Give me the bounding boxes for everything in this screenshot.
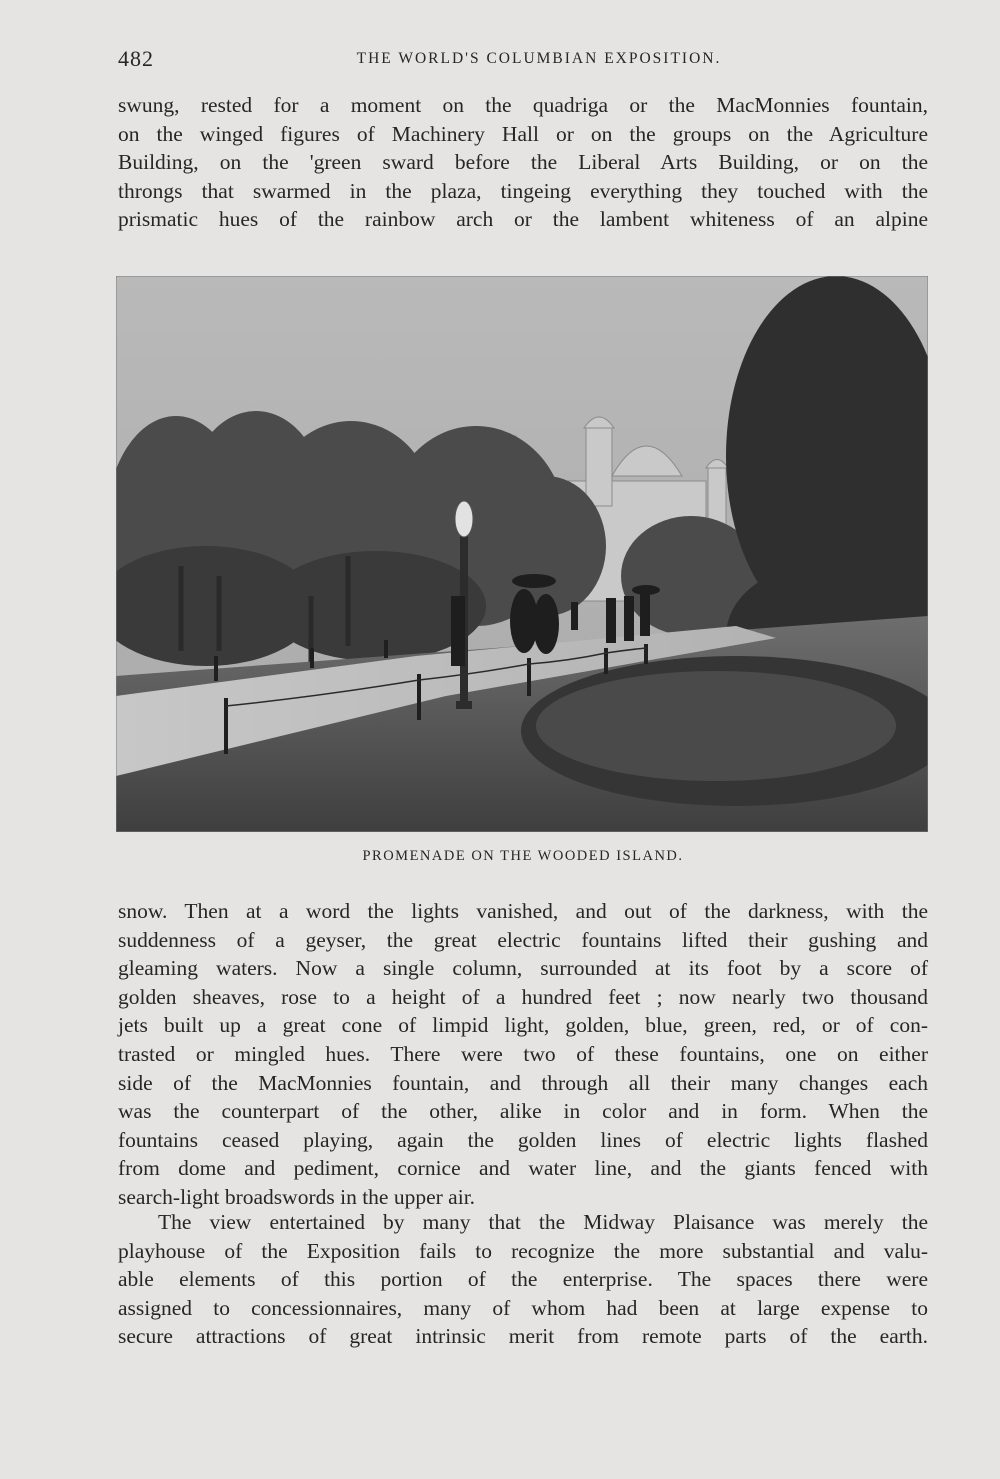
paragraph-top (118, 91, 928, 234)
text-line: swung, rested for a moment on the quadriga or the MacMonnies fountain, (118, 93, 928, 117)
text-line: trasted or mingled hues. There were two of these fountains, one on either (118, 1041, 928, 1066)
paragraph-continued (118, 897, 928, 1212)
paragraph-next (118, 1208, 928, 1351)
text-line: playhouse of the Exposition fails to recognize the more substantial and valu- (118, 1238, 928, 1263)
text-line: golden sheaves, rose to a height of a hundred feet ; now nearly two thousand (118, 984, 928, 1009)
text-line: jets built up a great cone of limpid light, golden, blue, green, red, or of con- (118, 1013, 928, 1038)
text-line: throngs that swarmed in the plaza, tingeing everything they touched with the (118, 178, 928, 203)
text-line: prismatic hues of the rainbow arch or the lambent whiteness of an alpine (118, 207, 928, 232)
text-line: The view entertained by many that the Midway Plaisance was merely the (158, 1210, 928, 1234)
running-head: THE WORLD'S COLUMBIAN EXPOSITION. (356, 50, 722, 67)
text-line: search-light broadswords in the upper air. (118, 1184, 476, 1209)
photo-plate (116, 276, 928, 832)
text-line: fountains ceased playing, again the golden lines of electric lights flashed (118, 1127, 928, 1152)
promenade-photograph (116, 276, 928, 832)
text-line: side of the MacMonnies fountain, and through all their many changes each (118, 1070, 928, 1095)
text-line: was the counterpart of the other, alike in color and in form. When the (118, 1099, 928, 1124)
text-line: able elements of this portion of the enterprise. The spaces there were (118, 1267, 928, 1292)
page-header (118, 46, 930, 76)
text-line: assigned to concessionnaires, many of whom had been at large expense to (118, 1295, 928, 1320)
text-line: suddenness of a geyser, the great electric fountains lifted their gushing and (118, 927, 928, 952)
text-line: Building, on the 'green sward before the Liberal Arts Building, or on the (118, 150, 928, 175)
text-line: snow. Then at a word the lights vanished, and out of the darkness, with the (118, 899, 928, 923)
text-line: on the winged figures of Machinery Hall or on the groups on the Agriculture (118, 121, 928, 146)
text-line: secure attractions of great intrinsic merit from remote parts of the earth. (118, 1324, 928, 1349)
page-number: 482 (118, 46, 154, 71)
text-line: from dome and pediment, cornice and water line, and the giants fenced with (118, 1156, 928, 1181)
plate-caption: PROMENADE ON THE WOODED ISLAND. (362, 848, 684, 864)
text-line: gleaming waters. Now a single column, surrounded at its foot by a score of (118, 956, 928, 981)
